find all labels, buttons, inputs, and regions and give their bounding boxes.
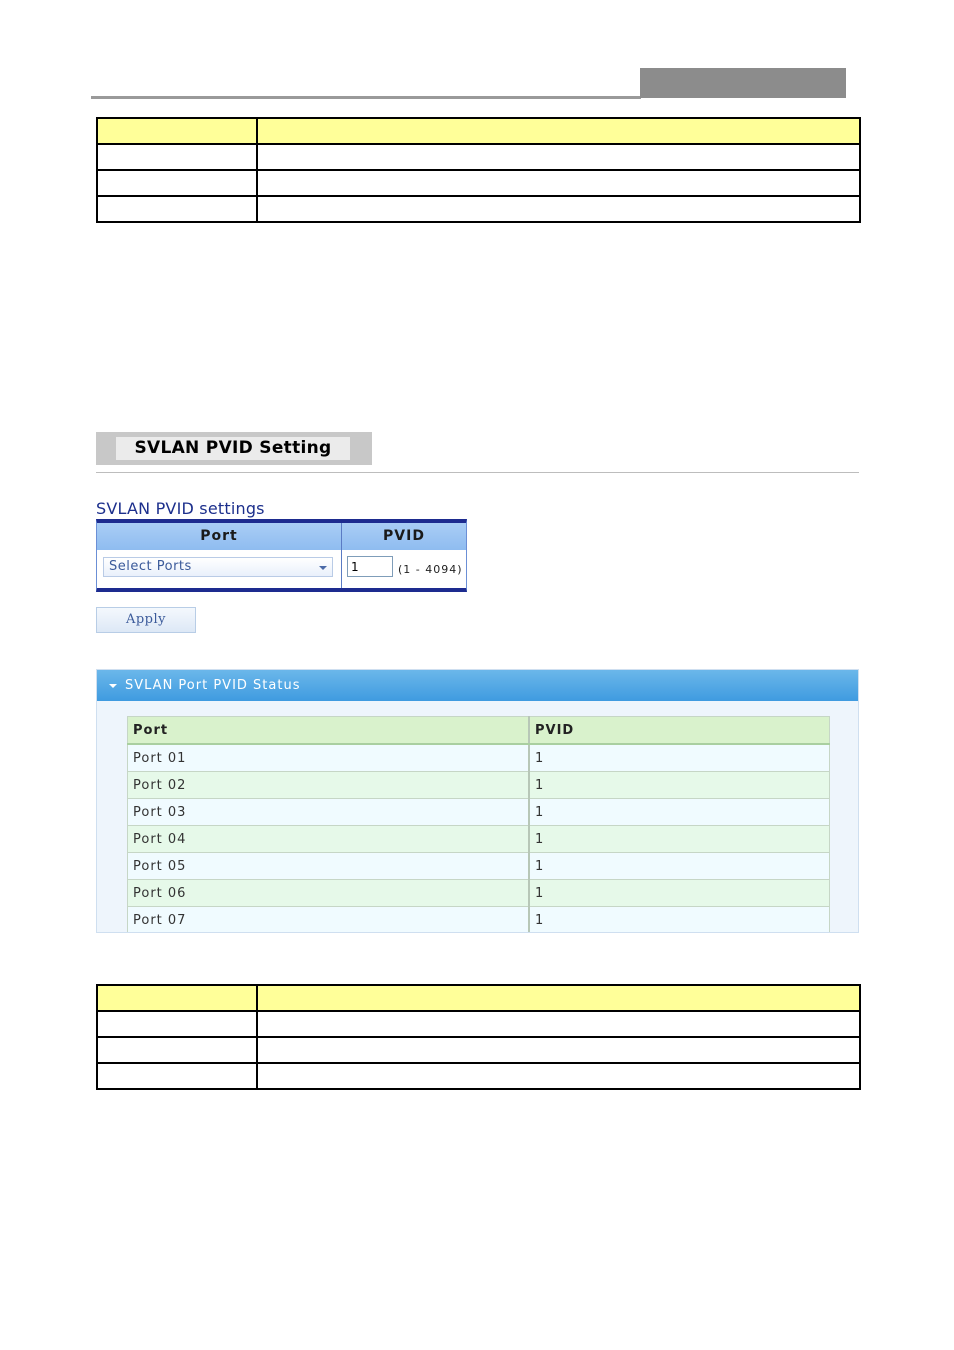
row-pvid: 1 [529, 744, 830, 772]
table-row [128, 772, 830, 799]
doc-table-row [97, 1011, 860, 1037]
row-pvid: 1 [529, 772, 830, 799]
form-column-divider [341, 523, 342, 588]
doc-table-header-row [97, 118, 860, 144]
row-port: Port 04 [128, 826, 530, 853]
row-port: Port 03 [128, 799, 530, 826]
chevron-down-icon[interactable] [109, 684, 117, 688]
doc-table-header-row [97, 985, 860, 1011]
row-port: Port 06 [128, 880, 530, 907]
row-pvid: 1 [529, 880, 830, 907]
caret-down-icon [319, 566, 327, 570]
table-row [128, 744, 830, 772]
table-row [128, 826, 830, 853]
header-rule [91, 96, 641, 99]
status-header-port: Port [128, 717, 530, 745]
row-port: Port 02 [128, 772, 530, 799]
table-row [128, 880, 830, 907]
doc-table-row [97, 170, 860, 196]
form-header-port: Port [200, 528, 238, 544]
svlan-pvid-settings-form [96, 519, 467, 592]
doc-table-row [97, 196, 860, 222]
row-port: Port 07 [128, 907, 530, 934]
pvid-range-hint: (1 - 4094) [398, 563, 463, 576]
section-title: SVLAN PVID Setting [116, 437, 350, 460]
port-select-value: Select Ports [109, 559, 192, 574]
row-pvid: 1 [529, 826, 830, 853]
form-title: SVLAN PVID settings [96, 499, 265, 518]
apply-button[interactable]: Apply [96, 607, 196, 633]
section-divider [96, 472, 859, 473]
port-select[interactable] [103, 557, 333, 577]
row-port: Port 01 [128, 744, 530, 772]
status-table-header [128, 717, 830, 745]
table-row [128, 907, 830, 934]
doc-table-bottom [96, 984, 861, 1090]
status-header-pvid: PVID [529, 717, 830, 745]
section-title-band [96, 432, 372, 465]
pvid-input[interactable] [347, 556, 393, 577]
svlan-port-pvid-status-panel [96, 669, 859, 933]
row-port: Port 05 [128, 853, 530, 880]
status-table [127, 716, 830, 933]
table-row [128, 853, 830, 880]
doc-table-row [97, 1037, 860, 1063]
form-body-row [97, 550, 466, 588]
row-pvid: 1 [529, 907, 830, 934]
row-pvid: 1 [529, 799, 830, 826]
row-pvid: 1 [529, 853, 830, 880]
panel-header[interactable] [97, 670, 858, 701]
panel-title: SVLAN Port PVID Status [125, 678, 301, 693]
form-header-pvid: PVID [383, 528, 425, 544]
table-row [128, 799, 830, 826]
doc-table-row [97, 144, 860, 170]
doc-table-row [97, 1063, 860, 1089]
doc-table-top [96, 117, 861, 223]
form-header-row [97, 523, 466, 550]
header-tab-block [640, 68, 846, 98]
